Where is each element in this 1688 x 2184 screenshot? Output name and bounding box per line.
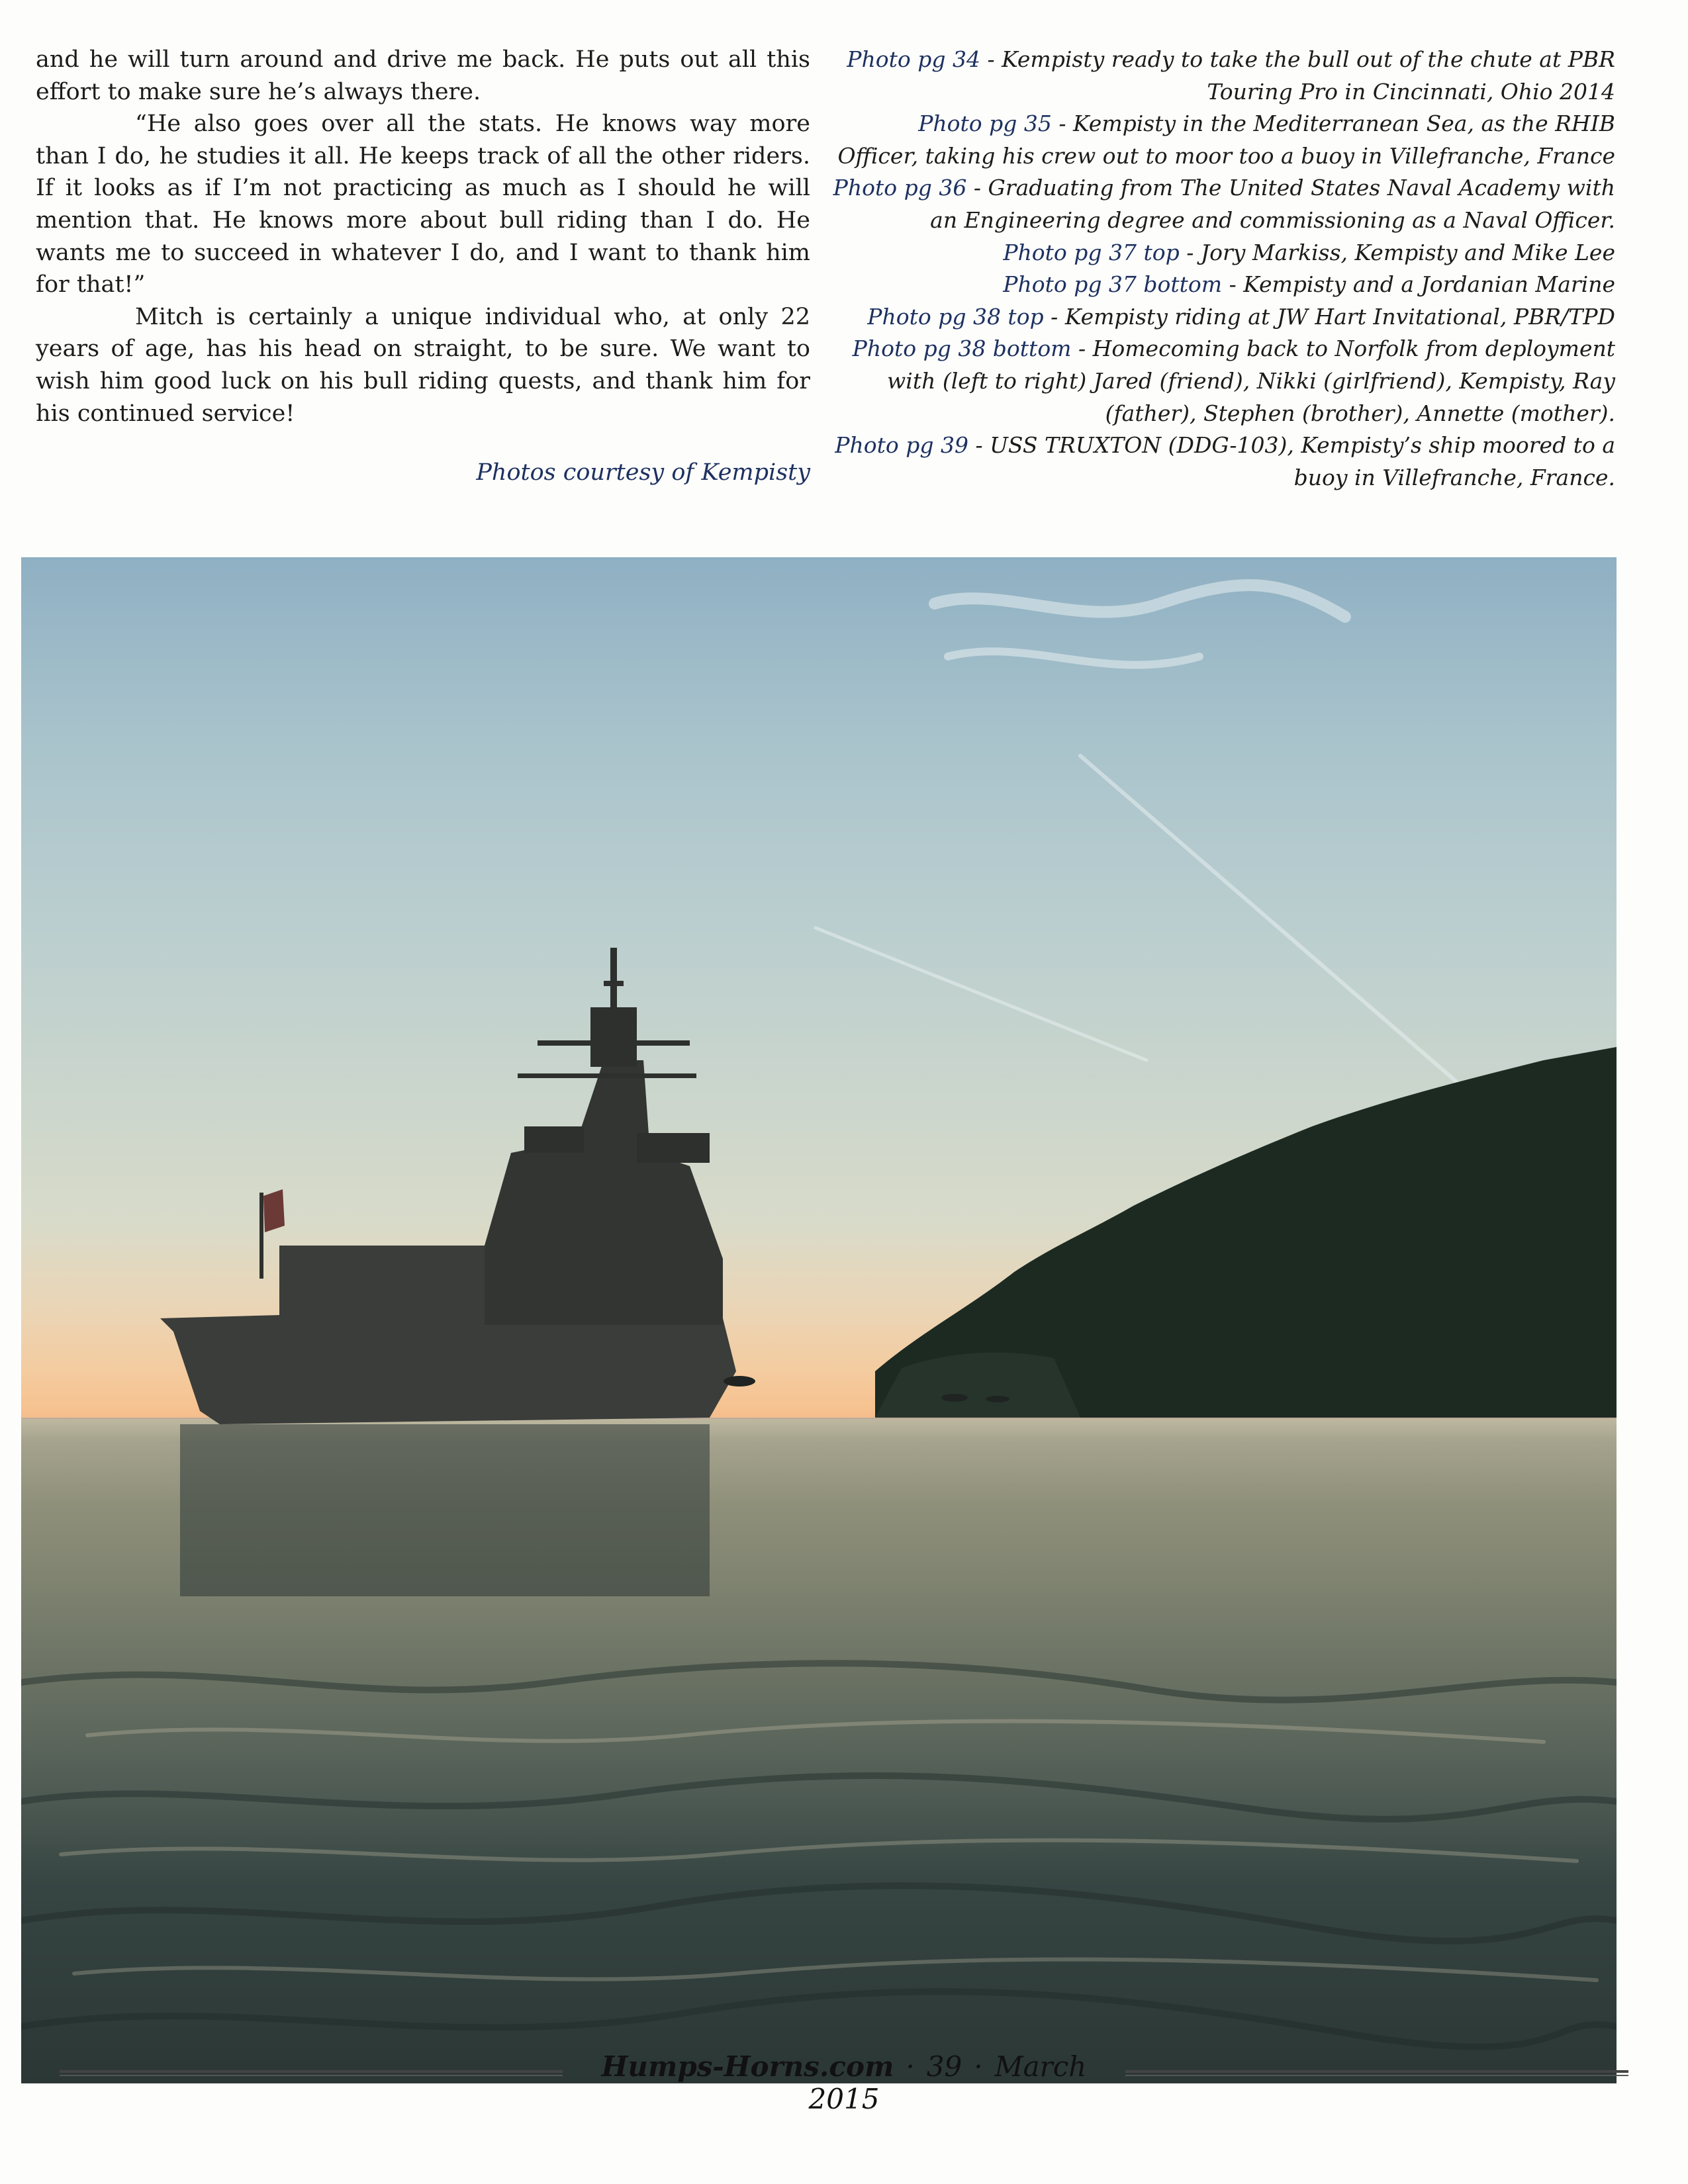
caption-text: - Graduating from The United States Naval Academy with an Engineering degree and commissioning as a Naval Officer. <box>930 175 1615 233</box>
issue-date: March 2015 <box>808 2050 1087 2115</box>
caption-label: Photo pg 38 top <box>867 303 1044 330</box>
caption-label: Photo pg 35 <box>918 111 1052 137</box>
caption-item <box>831 301 1615 334</box>
caption-text: - Homecoming back to Norfolk from deployment with (left to right) Jared (friend), Nikki (girlfriend), Kempisty, Ray (father), Stephen (brother), Annette (mother). <box>887 336 1615 426</box>
caption-text: - USS TRUXTON (DDG-103), Kempisty’s ship moored to a buoy in Villefranche, France. <box>968 432 1615 490</box>
footer-site: Humps-Horns.com <box>601 2050 894 2083</box>
footer-separator: · <box>974 2050 983 2083</box>
caption-label: Photo pg 38 bottom <box>852 336 1072 362</box>
small-boat <box>941 1394 968 1402</box>
footer-rule-left <box>60 2070 563 2076</box>
caption-label: Photo pg 39 <box>835 432 968 459</box>
page-number: 39 <box>926 2050 962 2083</box>
caption-item <box>831 430 1615 494</box>
caption-item <box>831 44 1615 108</box>
ship-photo <box>21 557 1617 2083</box>
footer-separator: · <box>906 2050 915 2083</box>
caption-item <box>831 333 1615 430</box>
caption-label: Photo pg 37 top <box>1003 239 1180 265</box>
caption-text: - Kempisty in the Mediterranean Sea, as the RHIB Officer, taking his crew out to moor too a buoy in Villefranche, France <box>837 111 1615 169</box>
small-boat <box>986 1396 1009 1402</box>
caption-text: - Kempisty and a Jordanian Marine <box>1222 271 1615 298</box>
caption-label: Photo pg 37 bottom <box>1003 271 1223 298</box>
caption-text: - Kempisty ready to take the bull out of the chute at PBR Touring Pro in Cincinnati, Ohio 2014 <box>980 46 1615 105</box>
caption-item <box>831 172 1615 236</box>
caption-label: Photo pg 34 <box>847 46 980 72</box>
ship-silhouette <box>160 948 736 1424</box>
small-boat <box>724 1376 755 1387</box>
article-paragraph: and he will turn around and drive me back. He puts out all this effort to make sure he’s always there. <box>36 46 810 105</box>
caption-item <box>831 237 1615 269</box>
caption-item <box>831 269 1615 301</box>
article-paragraph: Mitch is certainly a unique individual who, at only 22 years of age, has his head on straight, to be sure. We want to wish him good luck on his bull riding quests, and thank him for his continued service! <box>36 303 810 427</box>
cloud-wisps <box>816 585 1477 1100</box>
photo-credit: Photos courtesy of Kempisty <box>476 459 810 486</box>
flag <box>263 1189 285 1232</box>
page-footer <box>563 2050 1125 2115</box>
article-paragraph: “He also goes over all the stats. He knows way more than I do, he studies it all. He keeps track of all the other riders. If it looks as if I’m not practicing as much as I should he will mention that. He knows more about bull riding than I do. He wants me to succeed in whatever I do, and I want to thank him for that!” <box>36 111 810 298</box>
caption-item <box>831 108 1615 172</box>
photo-captions <box>831 44 1615 494</box>
article-body <box>36 44 810 430</box>
caption-text: - Jory Markiss, Kempisty and Mike Lee <box>1179 239 1615 265</box>
footer-rule-right <box>1125 2070 1628 2076</box>
caption-label: Photo pg 36 <box>833 175 967 201</box>
caption-text: - Kempisty riding at JW Hart Invitational, PBR/TPD <box>1043 303 1615 330</box>
